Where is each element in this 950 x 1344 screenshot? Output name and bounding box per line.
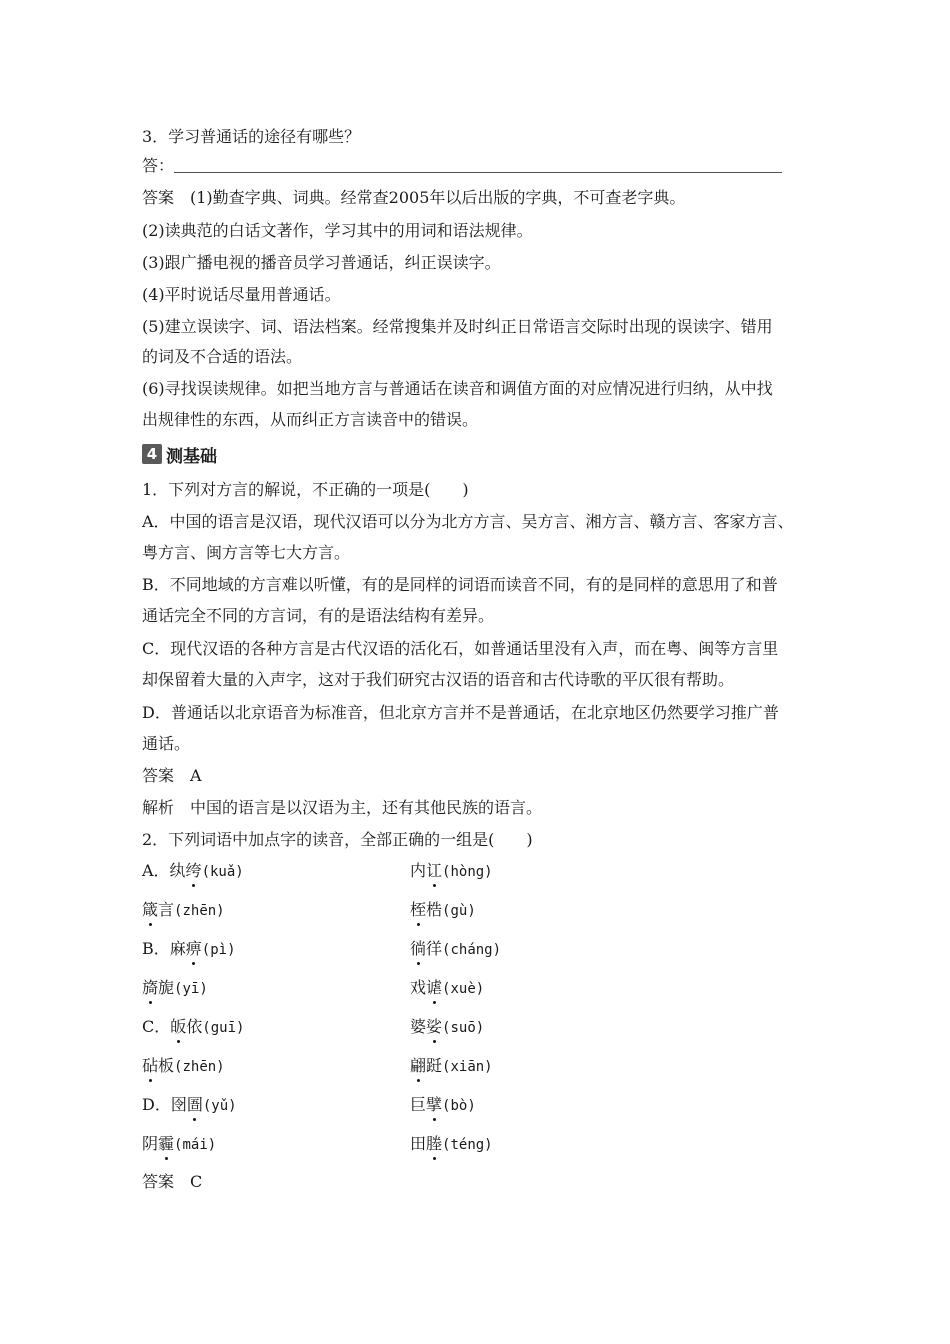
pinyin: (suō): [442, 1020, 485, 1036]
pinyin: (zhēn): [174, 1059, 225, 1075]
q3-answer-head: 答案 (1)勤查字典、词典。经常查2005年以后出版的字典，不可查老字典。: [142, 188, 686, 207]
section-title: 测基础: [166, 446, 217, 467]
word-item: [142, 1016, 244, 1039]
word-text: 内: [410, 861, 427, 880]
word-item: [410, 1133, 493, 1156]
word-text: D．囹: [142, 1095, 187, 1114]
q3-answer-item: 出规律性的东西，从而纠正方言读音中的错误。: [142, 410, 479, 429]
pinyin: (téng): [442, 1137, 493, 1153]
mc1-option-line: A．中国的语言是汉语，现代汉语可以分为北方方言、吴方言、湘方言、赣方言、客家方言、: [142, 512, 794, 531]
pinyin: (yī): [174, 981, 208, 997]
word-item: [142, 860, 244, 883]
mc1-option-line: B．不同地域的方言难以听懂，有的是同样的词语而读音不同，有的是同样的意思用了和普: [142, 575, 778, 594]
word-text: 阴: [142, 1134, 159, 1153]
mc1-option-line: 却保留着大量的入声字，这对于我们研究古汉语的语音和古代诗歌的平仄很有帮助。: [142, 670, 735, 689]
q3-answer-item: (6)寻找误读规律。如把当地方言与普通话在读音和调值方面的对应情况进行归纳，从中找: [142, 379, 773, 398]
word-text: 巨: [410, 1095, 427, 1114]
pinyin: (gù): [442, 903, 476, 919]
answer-blank: [142, 155, 782, 177]
section-number-badge: 4: [142, 444, 162, 464]
answer-underline: [174, 172, 782, 173]
dotted-char: 箴: [142, 900, 159, 919]
word-item: [410, 860, 493, 883]
mc1-analysis: 解析 中国的语言是以汉语为主，还有其他民族的语言。: [142, 798, 543, 817]
word-text: 梏: [426, 900, 443, 919]
dotted-char: 娑: [426, 1017, 443, 1036]
dotted-char: 徜: [410, 939, 427, 958]
word-item: [142, 1094, 237, 1117]
dotted-char: 擘: [426, 1095, 443, 1114]
pinyin: (hòng): [442, 864, 493, 880]
dotted-char: 旖: [142, 978, 159, 997]
word-text: B．麻: [142, 939, 186, 958]
mc1-option-line: 通话。: [142, 734, 191, 753]
mc2-answer: 答案 C: [142, 1172, 203, 1191]
word-item: [410, 977, 484, 1000]
pinyin: (xiān): [442, 1059, 493, 1075]
dotted-char: 讧: [426, 861, 443, 880]
word-item: [410, 1016, 484, 1039]
word-text: C．: [142, 1017, 171, 1036]
pinyin: (zhēn): [174, 903, 225, 919]
mc2-stem: 2．下列词语中加点字的读音，全部正确的一组是( ): [142, 830, 533, 849]
pinyin: (xuè): [442, 981, 485, 997]
q3-answer-item: (2)读典范的白话文著作，学习其中的用词和语法规律。: [142, 221, 533, 240]
q3-answer-item: (3)跟广播电视的播音员学习普通话，纠正误读字。: [142, 253, 501, 272]
dotted-char: 砧: [142, 1056, 159, 1075]
word-item: [142, 938, 236, 961]
mc1-option-line: C．现代汉语的各种方言是古代汉语的活化石，如普通话里没有入声，而在粤、闽等方言里: [142, 639, 779, 658]
word-item: [142, 1133, 216, 1156]
section-heading: [142, 442, 217, 466]
word-text: A．纨: [142, 861, 186, 880]
word-item: [410, 1094, 476, 1117]
word-text: 跹: [426, 1056, 443, 1075]
dotted-char: 圄: [186, 1095, 203, 1114]
pinyin: (pì): [201, 942, 236, 958]
mc1-answer: 答案 A: [142, 766, 202, 785]
mc1-option-line: D．普通话以北京语音为标准音，但北京方言并不是普通话，在北京地区仍然要学习推广普: [142, 703, 779, 722]
pinyin: (kuǎ): [201, 864, 244, 880]
word-text: 田: [410, 1134, 427, 1153]
dotted-char: 桎: [410, 900, 427, 919]
word-text: 徉: [426, 939, 443, 958]
word-item: [142, 1055, 225, 1078]
word-text: 言: [158, 900, 175, 919]
pinyin: (bò): [442, 1098, 476, 1114]
pinyin: (mái): [174, 1137, 217, 1153]
word-text: 板: [158, 1056, 175, 1075]
word-item: [142, 977, 208, 1000]
dotted-char: 绔: [185, 861, 202, 880]
answer-label: 答：: [142, 156, 175, 175]
dotted-char: 翩: [410, 1056, 427, 1075]
word-text: 依: [186, 1017, 203, 1036]
word-item: [410, 899, 476, 922]
dotted-char: 塍: [426, 1134, 443, 1153]
dotted-char: 霾: [158, 1134, 175, 1153]
question-3: 3．学习普通话的途径有哪些？: [142, 127, 361, 146]
q3-answer-item: 的词及不合适的语法。: [142, 347, 303, 366]
word-text: 婆: [410, 1017, 427, 1036]
dotted-char: 皈: [170, 1017, 187, 1036]
mc1-option-line: 通话完全不同的方言词，有的是语法结构有差异。: [142, 606, 495, 625]
word-item: [410, 1055, 493, 1078]
word-text: 旎: [158, 978, 175, 997]
mc1-option-line: 粤方言、闽方言等七大方言。: [142, 543, 351, 562]
word-text: 戏: [410, 978, 427, 997]
q3-answer-item: (4)平时说话尽量用普通话。: [142, 285, 341, 304]
dotted-char: 痹: [185, 939, 202, 958]
pinyin: (cháng): [442, 942, 502, 958]
pinyin: (guī): [202, 1020, 245, 1036]
word-item: [410, 938, 501, 961]
mc1-stem: 1．下列对方言的解说，不正确的一项是( ): [142, 480, 469, 499]
q3-answer-item: (5)建立误读字、词、语法档案。经常搜集并及时纠正日常语言交际时出现的误读字、错用: [142, 317, 773, 336]
pinyin: (yǔ): [202, 1098, 237, 1114]
word-item: [142, 899, 225, 922]
dotted-char: 谑: [426, 978, 443, 997]
